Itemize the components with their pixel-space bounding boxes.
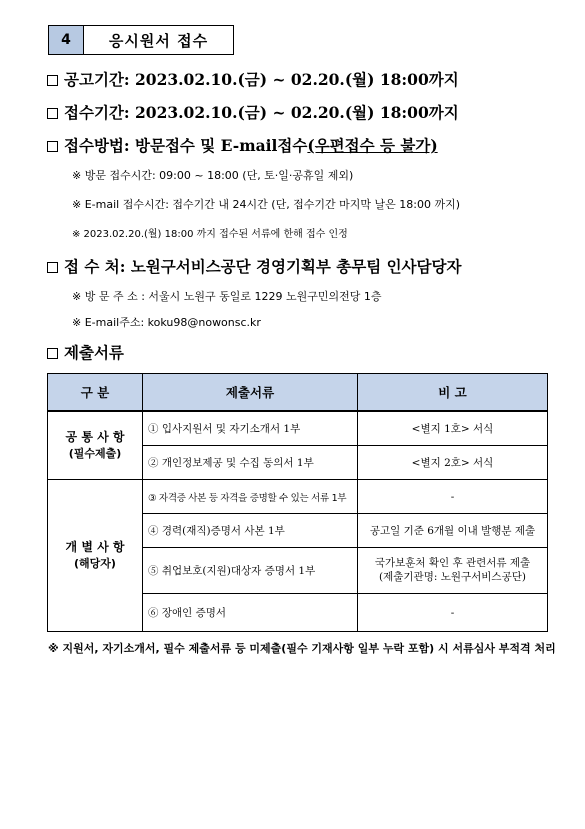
documents-heading-line [47,341,124,363]
table-row [48,480,548,514]
checkbox-square-icon [47,262,58,273]
checkbox-square-icon [47,75,58,86]
footer-note: ※ 지원서, 자기소개서, 필수 제출서류 등 미제출(필수 기재사항 일부 누락 포함) 시 서류심사 부적격 처리 [48,642,556,655]
note-cell: 공고일 기준 6개월 이내 발행분 제출 [358,514,548,548]
checkbox-square-icon [47,348,58,359]
place-line [47,255,461,277]
category-common-sub: (필수제출) [68,447,122,461]
section-number: 4 [49,26,84,54]
documents-table [47,373,548,632]
notice-period-line [47,68,459,90]
note-cell: <별지 2호> 서식 [358,446,548,480]
table-header-row [48,374,548,412]
place-note-address: ※ 방 문 주 소 : 서울시 노원구 동일로 1229 노원구민의전당 1층 [72,290,382,303]
header-documents: 제출서류 [143,374,358,412]
note-cell: - [358,594,548,632]
document-cell: ⑥ 장애인 증명서 [143,594,358,632]
document-cell: ① 입사지원서 및 자기소개서 1부 [143,411,358,446]
section-header [48,25,234,55]
note-line-2: (제출기관명: 노원구서비스공단) [379,570,526,583]
document-cell: ② 개인정보제공 및 수집 동의서 1부 [143,446,358,480]
category-individual [48,480,143,632]
note-cell [358,548,548,594]
place-text: 접 수 처: 노원구서비스공단 경영기획부 총무팀 인사담당자 [64,257,462,276]
method-note-deadline: ※ 2023.02.20.(월) 18:00 까지 접수된 서류에 한해 접수 인정 [72,229,348,240]
method-text: 접수방법: 방문접수 및 E-mail접수 [64,136,308,155]
note-line-1: 국가보훈처 확인 후 관련서류 제출 [374,556,531,569]
checkbox-square-icon [47,108,58,119]
table-row [48,411,548,446]
documents-heading: 제출서류 [64,343,124,362]
category-individual-sub: (해당자) [74,557,116,571]
place-note-email: ※ E-mail주소: koku98@nowonsc.kr [72,316,261,329]
category-common-label: 공 통 사 항 [65,430,125,445]
header-notes: 비 고 [358,374,548,412]
note-cell: - [358,480,548,514]
receipt-period-text: 접수기간: 2023.02.10.(금) ~ 02.20.(월) 18:00까지 [64,103,459,122]
header-category: 구 분 [48,374,143,412]
document-cell: ④ 경력(재직)증명서 사본 1부 [143,514,358,548]
section-title: 응시원서 접수 [108,31,209,50]
document-cell: ⑤ 취업보호(지원)대상자 증명서 1부 [143,548,358,594]
checkbox-square-icon [47,141,58,152]
receipt-period-line [47,101,459,123]
method-note-email: ※ E-mail 접수시간: 접수기간 내 24시간 (단, 접수기간 마지막 날은 18:00 까지) [72,198,461,211]
category-common [48,411,143,480]
method-line [47,134,438,156]
notice-period-text: 공고기간: 2023.02.10.(금) ~ 02.20.(월) 18:00까지 [64,70,459,89]
note-cell: <별지 1호> 서식 [358,411,548,446]
method-note-visit: ※ 방문 접수시간: 09:00 ~ 18:00 (단, 토·일·공휴일 제외) [72,169,354,182]
method-restriction: (우편접수 등 불가) [307,136,438,155]
document-cell: ③ 자격증 사본 등 자격을 증명할 수 있는 서류 1부 [143,480,358,514]
category-individual-label: 개 별 사 항 [65,540,125,555]
